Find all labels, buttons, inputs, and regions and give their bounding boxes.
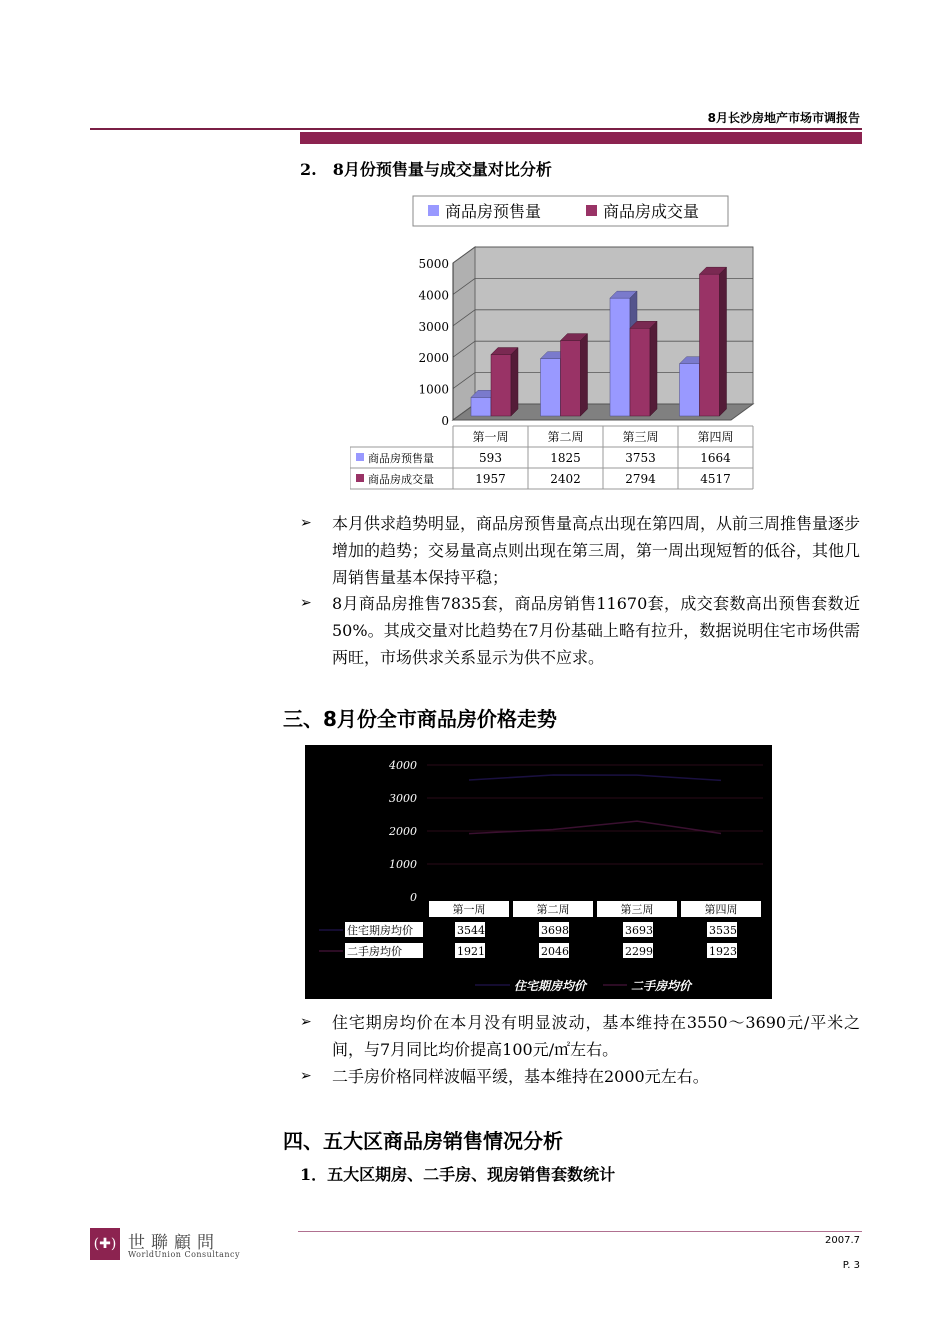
bar-presale <box>471 397 491 416</box>
data-table-value: 2402 <box>550 472 581 486</box>
y-tick-label: 2000 <box>418 351 449 366</box>
company-logo-icon: (✚) <box>90 1228 120 1260</box>
x-category-label: 第一周 <box>452 903 486 916</box>
footer-date: 2007.7 <box>825 1235 860 1246</box>
legend-swatch-presale <box>428 205 439 216</box>
data-table-value: 2794 <box>625 472 656 486</box>
bullet-marker-icon: ➢ <box>300 1014 312 1030</box>
legend-label: 住宅期房均价 <box>514 979 587 993</box>
bar-sales <box>630 328 650 416</box>
bullet-item <box>300 510 860 591</box>
bullet-text: 8月商品房推售7835套，商品房销售11670套，成交套数高出预售套数近50%。其成交量对比趋势在7月份基础上略有拉升，数据说明住宅市场供需两旺，市场供求关系显示为供不应求。 <box>332 594 860 667</box>
bullet-item <box>300 1063 860 1090</box>
bar-side <box>581 334 588 416</box>
company-name-cn: 世聯顧問 <box>128 1233 220 1253</box>
legend-label-sales: 商品房成交量 <box>603 202 700 221</box>
bar-sales <box>700 274 720 416</box>
bullet-marker-icon: ➢ <box>300 595 312 611</box>
data-table-value: 3693 <box>625 924 653 937</box>
data-table-value: 3753 <box>625 451 656 465</box>
footer-rule <box>298 1231 862 1232</box>
data-table-value: 2299 <box>625 945 653 958</box>
chart-background <box>305 745 772 999</box>
bar-presale <box>610 298 630 416</box>
data-table-value: 1923 <box>709 945 737 958</box>
legend-swatch-sales <box>586 205 597 216</box>
data-table-value: 1957 <box>475 472 506 486</box>
bar-side <box>720 267 727 416</box>
bar-side <box>650 321 657 416</box>
y-tick-label: 1000 <box>389 858 417 871</box>
bullet-text: 本月供求趋势明显，商品房预售量高点出现在第四周，从前三周推售量逐步增加的趋势；交易量高点则出现在第三周，第一周出现短暂的低谷，其他几周销售量基本保持平稳； <box>332 514 861 587</box>
table-series-label: 二手房均价 <box>347 945 402 958</box>
bullet-marker-icon: ➢ <box>300 515 312 531</box>
report-header-title: 8月长沙房地产市场市调报告 <box>707 111 860 125</box>
data-table-value: 3544 <box>457 924 485 937</box>
data-table-value: 2046 <box>541 945 569 958</box>
section-4-subtitle: 1．五大区期房、二手房、现房销售套数统计 <box>300 1165 616 1184</box>
x-category-label: 第二周 <box>536 903 570 916</box>
presale-vs-sales-chart <box>350 190 770 490</box>
table-legend-key <box>356 453 364 461</box>
bullet-text: 住宅期房均价在本月没有明显波动，基本维持在3550～3690元/平米之间，与7月同比均价提高100元/㎡左右。 <box>332 1013 860 1059</box>
y-tick-label: 1000 <box>418 382 449 397</box>
bar-sales <box>561 341 581 416</box>
bar-presale <box>680 364 700 416</box>
table-series-label: 商品房预售量 <box>368 452 434 465</box>
header-rule <box>90 128 862 130</box>
bullet-item <box>300 590 860 671</box>
y-tick-label: 3000 <box>418 319 449 334</box>
data-table-value: 3535 <box>709 924 737 937</box>
page-number: P. 3 <box>842 1260 860 1271</box>
data-table-value: 1921 <box>457 945 485 958</box>
section-2-title: 2. 8月份预售量与成交量对比分析 <box>300 160 552 179</box>
x-category-label: 第三周 <box>620 903 654 916</box>
y-tick-label: 4000 <box>389 759 417 772</box>
bullet-marker-icon: ➢ <box>300 1068 312 1084</box>
legend-label: 二手房均价 <box>631 979 692 993</box>
x-category-label: 第三周 <box>622 430 659 444</box>
data-table-value: 4517 <box>700 472 731 486</box>
bullet-item <box>300 1009 860 1063</box>
y-tick-label: 3000 <box>389 792 417 805</box>
y-tick-label: 4000 <box>418 288 449 303</box>
legend-label-presale: 商品房预售量 <box>445 202 542 221</box>
chart-side-wall <box>453 247 475 420</box>
header-band <box>300 132 862 144</box>
bar-presale <box>541 359 561 416</box>
table-series-label: 住宅期房均价 <box>347 924 413 937</box>
x-category-label: 第四周 <box>697 430 734 444</box>
bar-sales <box>491 355 511 416</box>
section-3-title: 三、8月份全市商品房价格走势 <box>283 707 557 731</box>
y-tick-label: 0 <box>441 414 449 428</box>
data-table-value: 1825 <box>550 451 581 465</box>
y-tick-label: 5000 <box>418 257 449 271</box>
x-category-label: 第四周 <box>704 903 738 916</box>
company-name-en: WorldUnion Consultancy <box>128 1250 241 1259</box>
bullet-text: 二手房价格同样波幅平缓，基本维持在2000元左右。 <box>332 1067 709 1086</box>
price-trend-chart <box>305 745 772 999</box>
data-table-value: 593 <box>479 451 502 465</box>
table-series-label: 商品房成交量 <box>368 473 434 486</box>
y-tick-label: 2000 <box>389 825 417 838</box>
x-category-label: 第二周 <box>547 430 584 444</box>
y-tick-label: 0 <box>410 891 417 904</box>
table-legend-key <box>356 474 364 482</box>
data-table-value: 3698 <box>541 924 569 937</box>
section-4-title: 四、五大区商品房销售情况分析 <box>283 1129 563 1153</box>
x-category-label: 第一周 <box>472 430 509 444</box>
data-table-value: 1664 <box>700 451 731 465</box>
bar-side <box>511 348 518 416</box>
